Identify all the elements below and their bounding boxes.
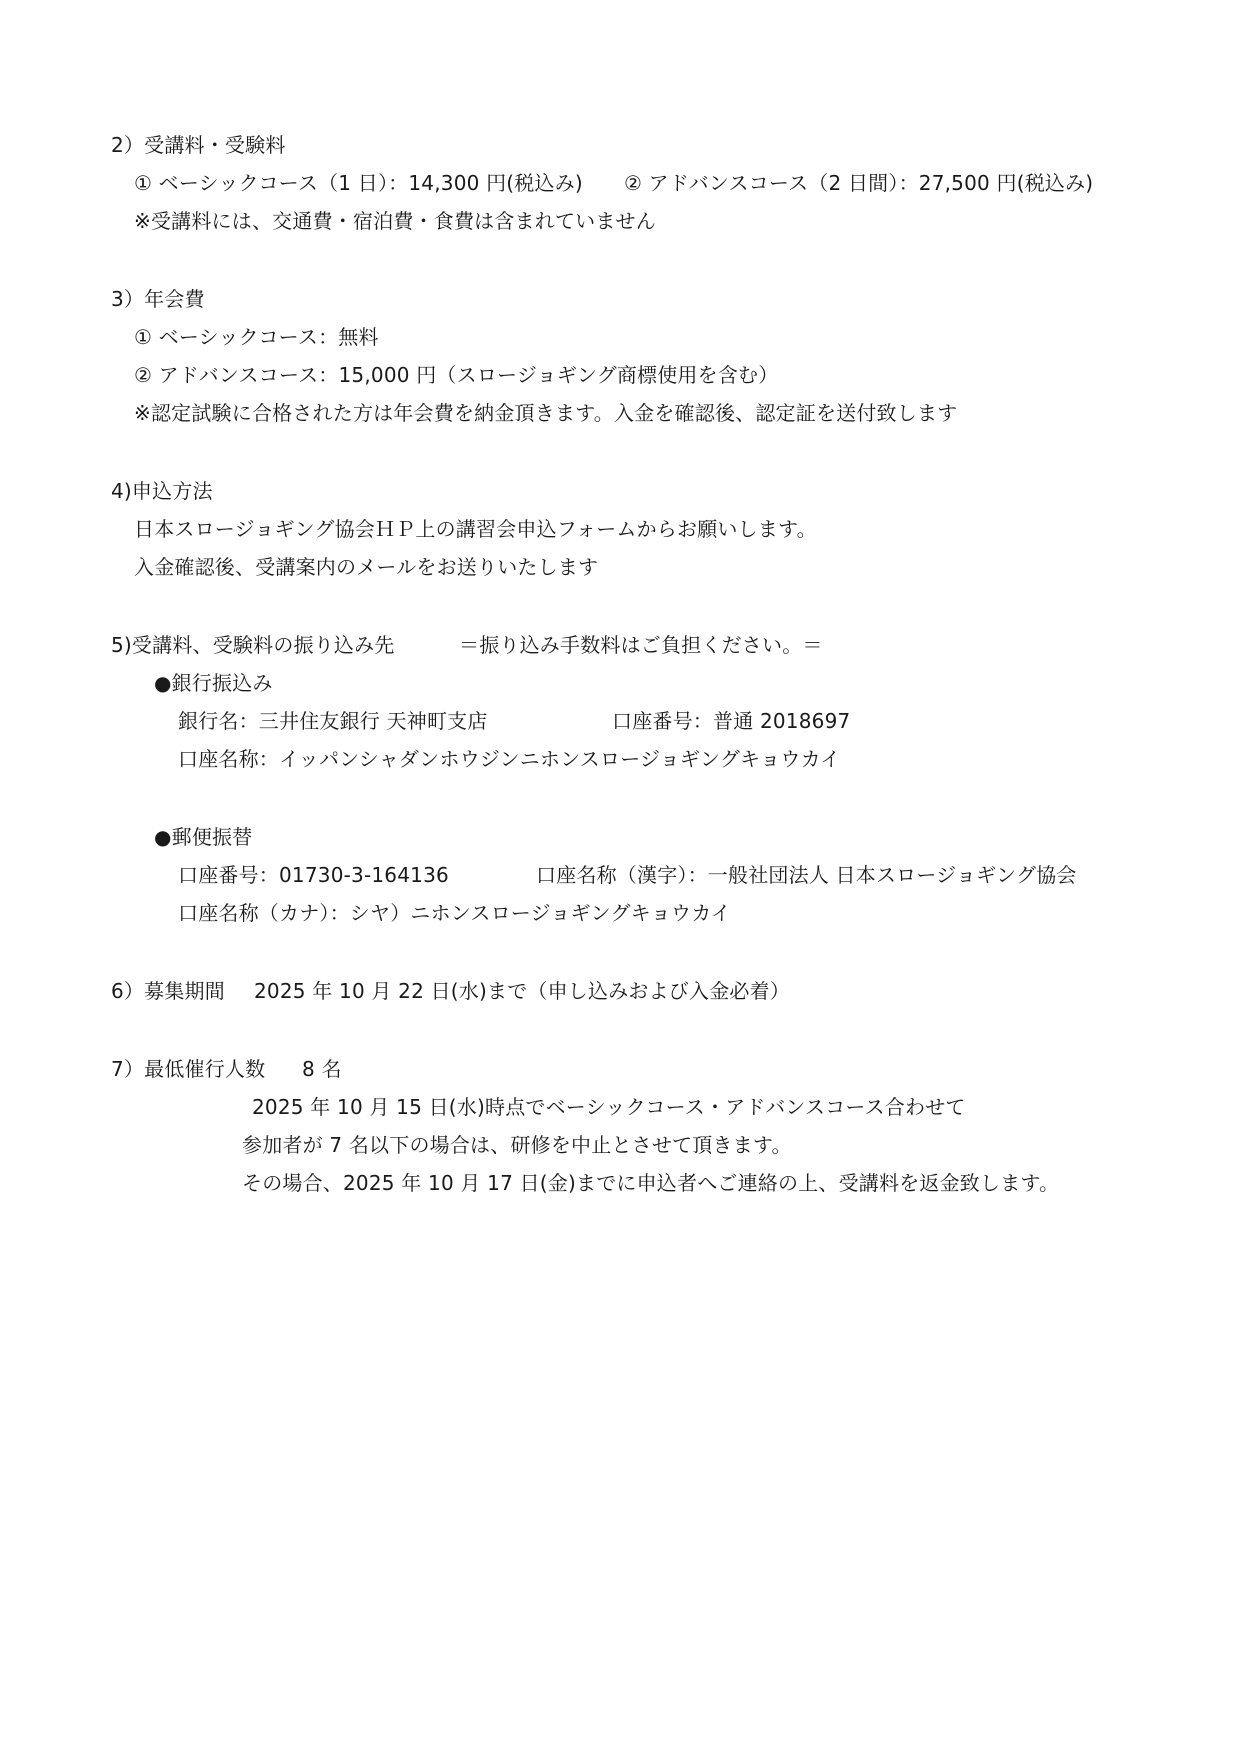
section-7-heading: 7）最低催行人数: [111, 1057, 266, 1081]
section-6-heading: 6）募集期間: [111, 979, 225, 1003]
section-7-count: 8 名: [302, 1057, 342, 1081]
bank-account-number: 口座番号：普通 2018697: [612, 709, 851, 733]
section-5-fee-note: ＝振り込み手数料はご負担ください。＝: [459, 633, 823, 657]
section-4-line-1: 日本スロージョギング協会ＨＰ上の講習会申込フォームからお願いします。: [134, 517, 817, 541]
postal-account-name-kanji: 口座名称（漢字）：一般社団法人 日本スロージョギング協会: [536, 863, 1077, 887]
bank-transfer-title: ●銀行振込み: [154, 671, 273, 695]
section-3-note: ※認定試験に合格された方は年会費を納金頂きます。入金を確認後、認定証を送付致します: [134, 401, 958, 425]
section-3-heading: 3）年会費: [111, 287, 205, 311]
section-2-heading: 2）受講料・受験料: [111, 133, 286, 157]
section-2-advance-fee: ② アドバンスコース（2 日間）：27,500 円(税込み): [624, 171, 1094, 195]
section-3-advance-fee: ② アドバンスコース：15,000 円（スロージョギング商標使用を含む）: [134, 363, 779, 387]
section-4-line-2: 入金確認後、受講案内のメールをお送りいたします: [134, 555, 599, 579]
postal-transfer-title: ●郵便振替: [154, 825, 253, 849]
section-4-heading: 4)申込方法: [111, 479, 213, 503]
section-3-basic-fee: ① ベーシックコース：無料: [134, 325, 379, 349]
postal-account-name-kana: 口座名称（カナ）：シヤ）ニホンスロージョギングキョウカイ: [178, 901, 731, 925]
section-5-heading: 5)受講料、受験料の振り込み先: [111, 633, 395, 657]
bank-account-name: 口座名称：イッパンシャダンホウジンニホンスロージョギングキョウカイ: [178, 747, 841, 771]
section-2-basic-fee: ① ベーシックコース（1 日）：14,300 円(税込み): [134, 171, 583, 195]
section-6-period: 2025 年 10 月 22 日(水)まで（申し込みおよび入金必着）: [254, 979, 790, 1003]
postal-account-number: 口座番号：01730-3-164136: [178, 863, 449, 887]
bank-name: 銀行名：三井住友銀行 天神町支店: [178, 709, 488, 733]
section-7-line-3: その場合、2025 年 10 月 17 日(金)までに申込者へご連絡の上、受講料を返金致します。: [242, 1171, 1060, 1195]
section-7-line-2: 参加者が 7 名以下の場合は、研修を中止とさせて頂きます。: [242, 1133, 792, 1157]
section-2-note: ※受講料には、交通費・宿泊費・食費は含まれていません: [134, 209, 656, 233]
section-7-line-1: 2025 年 10 月 15 日(水)時点でベーシックコース・アドバンスコース合わせて: [252, 1095, 966, 1119]
